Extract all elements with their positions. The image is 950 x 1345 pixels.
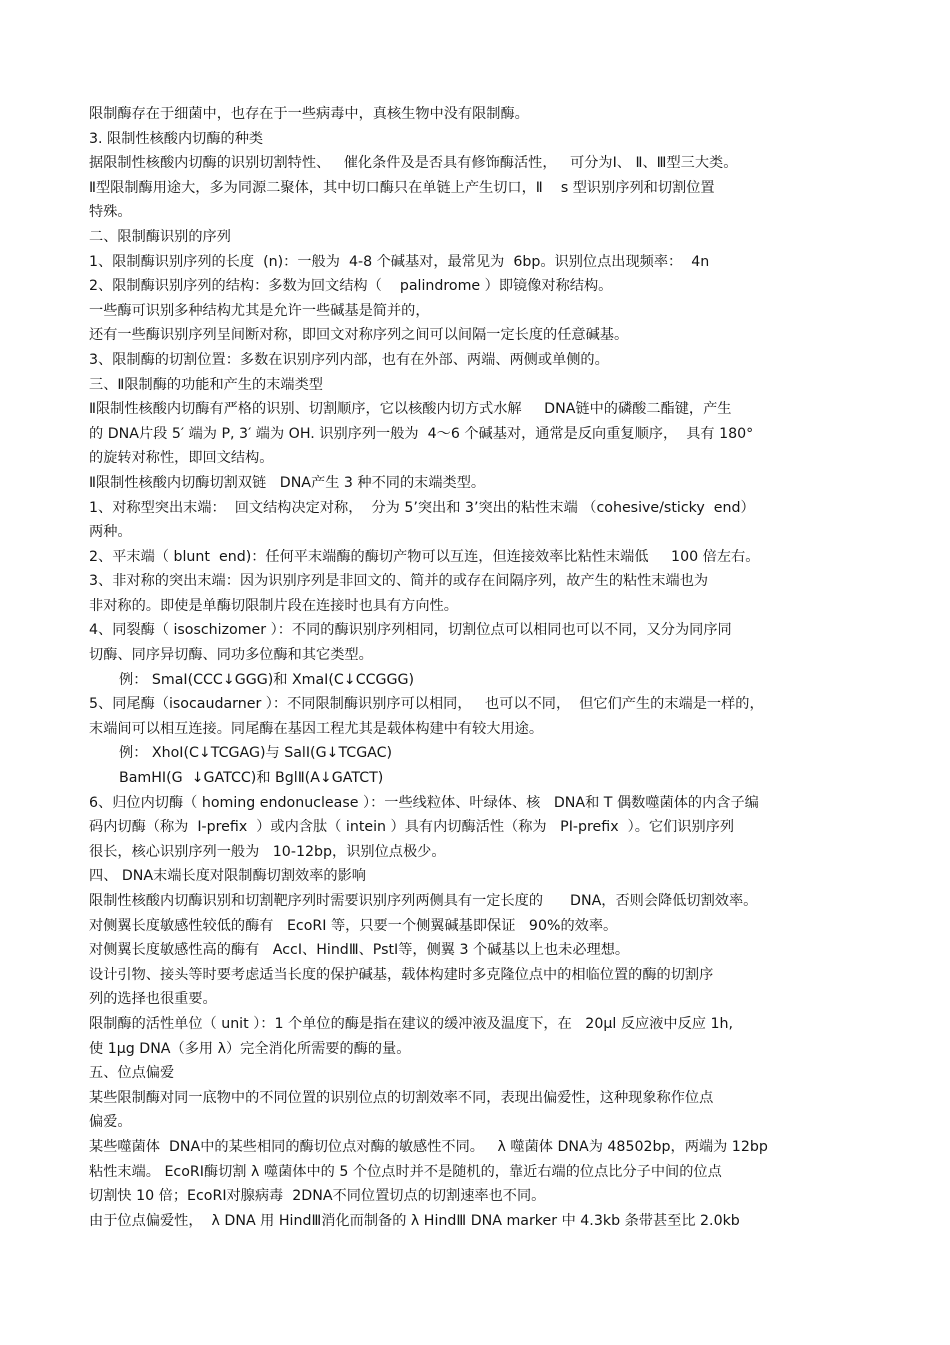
text-line: 限制性核酸内切酶识别和切割靶序列时需要识别序列两侧具有一定长度的 DNA，否则会降低切割效率。 bbox=[89, 893, 758, 909]
text-line: 5、同尾酶（isocaudarner ）：不同限制酶识别序可以相同， 也可以不同， 但它们产生的末端是一样的， bbox=[89, 696, 764, 713]
text-line: 的 DNA片段 5′ 端为 P, 3′ 端为 OH. 识别序列一般为 4～6 个碱基对，通常是反向重复顺序， 具有 180° bbox=[89, 425, 754, 442]
text-line: 两种。 bbox=[89, 524, 132, 541]
example-line: 例： SmaⅠ(CCC↓GGG)和 XmaⅠ(C↓CCGGG) bbox=[119, 671, 415, 688]
text-line: 2、限制酶识别序列的结构：多数为回文结构（ palindrome ）即镜像对称结构。 bbox=[89, 278, 613, 295]
text-line: 使 1μg DNA（多用 λ）完全消化所需要的酶的量。 bbox=[89, 1040, 411, 1057]
text-line: 一些酶可识别多种结构尤其是允许一些碱基是简并的， bbox=[89, 302, 430, 319]
text-line: 粘性末端。 EcoRⅠ酶切割 λ 噬菌体中的 5 个位点时并不是随机的，靠近右端的位点比分子中间的位点 bbox=[89, 1163, 722, 1180]
text-line: 某些噬菌体 DNA中的某些相同的酶切位点对酶的敏感性不同。 λ 噬菌体 DNA为 48502bp，两端为 12bp bbox=[89, 1138, 768, 1155]
text-line: 4、同裂酶（ isoschizomer ）：不同的酶识别序列相同，切割位点可以相同也可以不同，又分为同序同 bbox=[89, 622, 732, 639]
section-heading: 3. 限制性核酸内切酶的种类 bbox=[89, 130, 264, 147]
text-line: 非对称的。即使是单酶切限制片段在连接时也具有方向性。 bbox=[89, 597, 458, 614]
section-heading: 四、 DNA末端长度对限制酶切割效率的影响 bbox=[89, 868, 366, 885]
text-line: 6、归位内切酶（ homing endonuclease ）：一些线粒体、叶绿体、核 DNA和 T 偶数噬菌体的内含子编 bbox=[89, 794, 759, 811]
text-line: 2、平末端（ blunt end)：任何平末端酶的酶切产物可以互连，但连接效率比粘性末端低 100 倍左右。 bbox=[89, 548, 760, 565]
text-line: Ⅱ限制性核酸内切酶切割双链 DNA产生 3 种不同的末端类型。 bbox=[89, 474, 486, 491]
text-line: 某些限制酶对同一底物中的不同位置的识别位点的切割效率不同，表现出偏爱性，这种现象称作位点 bbox=[89, 1089, 714, 1106]
text-line: 设计引物、接头等时要考虑适当长度的保护碱基，载体构建时多克隆位点中的相临位置的酶的切割序 bbox=[89, 966, 714, 983]
example-line: BamHI(G ↓GATCC)和 BglⅡ(A↓GATCT) bbox=[119, 770, 384, 787]
section-heading: 五、位点偏爱 bbox=[89, 1065, 175, 1082]
document-body bbox=[89, 102, 864, 1233]
text-line: 据限制性核酸内切酶的识别切割特性、 催化条件及是否具有修饰酶活性， 可分为Ⅰ、 Ⅱ、Ⅲ型三大类。 bbox=[89, 155, 738, 172]
text-line: 由于位点偏爱性， λ DNA 用 HindⅢ消化而制备的 λ HindⅢ DNA marker 中 4.3kb 条带甚至比 2.0kb bbox=[89, 1212, 740, 1229]
text-line: 的旋转对称性，即回文结构。 bbox=[89, 450, 274, 467]
text-line: 偏爱。 bbox=[89, 1114, 132, 1131]
example-line: 例： XhoⅠ(C↓TCGAG)与 SalⅠ(G↓TCGAC) bbox=[119, 745, 393, 762]
text-line: 末端间可以相互连接。同尾酶在基因工程尤其是载体构建中有较大用途。 bbox=[89, 720, 544, 737]
text-line: 对侧翼长度敏感性较低的酶有 EcoRI 等，只要一个侧翼碱基即保证 90%的效率。 bbox=[89, 917, 618, 934]
text-line: 3、限制酶的切割位置：多数在识别序列内部，也有在外部、两端、两侧或单侧的。 bbox=[89, 351, 609, 368]
text-line: 1、对称型突出末端： 回文结构决定对称， 分为 5’突出和 3’突出的粘性末端 （cohesive/sticky end） bbox=[89, 499, 755, 516]
text-line: 很长，核心识别序列一般为 10-12bp，识别位点极少。 bbox=[89, 843, 446, 860]
text-line: Ⅱ型限制酶用途大，多为同源二聚体，其中切口酶只在单链上产生切口，Ⅱ s 型识别序列和切割位置 bbox=[89, 179, 715, 196]
text-line: 切酶、同序异切酶、同功多位酶和其它类型。 bbox=[89, 647, 373, 664]
text-line: Ⅱ限制性核酸内切酶有严格的识别、切割顺序，它以核酸内切方式水解 DNA链中的磷酸二酯键，产生 bbox=[89, 401, 732, 418]
text-line: 列的选择也很重要。 bbox=[89, 991, 217, 1008]
text-line: 还有一些酶识别序列呈间断对称，即回文对称序列之间可以间隔一定长度的任意碱基。 bbox=[89, 327, 629, 344]
section-heading: 三、Ⅱ限制酶的功能和产生的末端类型 bbox=[89, 376, 323, 393]
text-line: 切割快 10 倍；EcoRⅠ对腺病毒 2DNA不同位置切点的切割速率也不同。 bbox=[89, 1188, 546, 1205]
text-line: 限制酶的活性单位（ unit ）：1 个单位的酶是指在建议的缓冲液及温度下，在 20μl 反应液中反应 1h, bbox=[89, 1015, 733, 1032]
section-heading: 二、限制酶识别的序列 bbox=[89, 228, 231, 245]
text-line: 码内切酶（称为 I-prefix ）或内含肽（ intein ）具有内切酶活性（称为 PI-prefix ）。它们识别序列 bbox=[89, 819, 735, 836]
text-line: 1、限制酶识别序列的长度 (n)：一般为 4-8 个碱基对，最常见为 6bp。识别位点出现频率： 4n bbox=[89, 253, 710, 270]
text-line: 限制酶存在于细菌中，也存在于一些病毒中，真核生物中没有限制酶。 bbox=[89, 106, 529, 122]
text-line: 对侧翼长度敏感性高的酶有 AccⅠ、HindⅢ、PstⅠ等，侧翼 3 个碱基以上也未必理想。 bbox=[89, 942, 630, 959]
text-line: 特殊。 bbox=[89, 204, 132, 221]
text-line: 3、非对称的突出末端：因为识别序列是非回文的、简并的或存在间隔序列，故产生的粘性末端也为 bbox=[89, 573, 709, 590]
